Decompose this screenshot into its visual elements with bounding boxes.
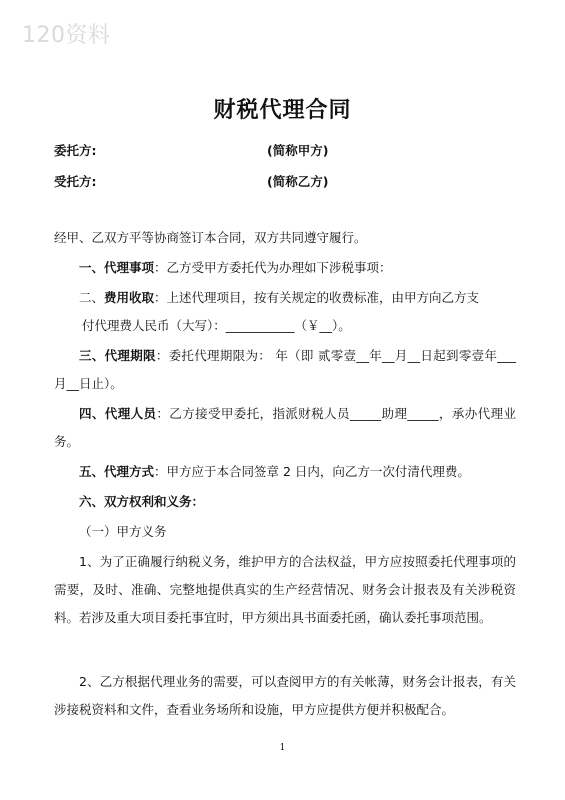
- clause-method-heading: 五、代理方式: [79, 464, 155, 479]
- clause-fee-text-line1: ：上述代理项目，按有关规定的收费标准，由甲方向乙方支: [154, 290, 480, 305]
- clause-term: [54, 342, 516, 398]
- clause-method-text: ：甲方应于本合同签章 2 日内，向乙方一次付清代理费。: [154, 464, 470, 479]
- watermark: 120资料: [22, 23, 111, 48]
- clause-personnel-text: ：乙方接受甲委托，指派财税人员_____助理_____，承办代理业务。: [54, 406, 516, 449]
- document-title: 财税代理合同: [213, 98, 352, 123]
- agent-alias: (简称乙方): [267, 174, 329, 189]
- clause-agency-matters-heading: 一、代理事项: [79, 260, 155, 275]
- party-a-obligation-1: 1、为了正确履行纳税义务，维护甲方的合法权益，甲方应按照委托代理事项的需要，及时、准确、完整地提供真实的生产经营情况、财务会计报表及有关涉税资料。若涉及重大项目委托事宜时，甲方须出具书面委托函，确认委托事项范围。: [54, 554, 516, 625]
- clause-fee: [54, 284, 516, 340]
- client-alias: (简称甲方): [267, 143, 329, 158]
- clause-term-heading: 三、代理期限: [79, 348, 156, 363]
- party-a-obligation-2: 2、乙方根据代理业务的需要，可以查阅甲方的有关帐薄，财务会计报表，有关涉接税资料和文件，查看业务场所和设施，甲方应提供方便并积极配合。: [54, 674, 516, 717]
- clause-method: [54, 458, 516, 486]
- clause-fee-heading: 费用收取: [104, 290, 155, 305]
- agent-label: 受托方:: [54, 174, 97, 189]
- clause-fee-text-line2: 付代理费人民币（大写）：___________（￥__）。: [82, 318, 351, 333]
- clause-rights-heading: 六、双方权利和义务：: [79, 494, 205, 509]
- client-label: 委托方:: [54, 143, 97, 158]
- clause-agency-matters-text: ：乙方受甲方委托代为办理如下涉税事项：: [154, 260, 392, 275]
- clause-personnel-heading: 四、代理人员: [79, 406, 157, 421]
- clause-personnel: [54, 400, 516, 456]
- party-a-obligations-heading: （一）甲方义务: [79, 524, 167, 539]
- clause-agency-matters: [54, 254, 516, 282]
- page-number: 1: [279, 743, 286, 753]
- clause-term-text: ：委托代理期限为： 年（即 贰零壹__年__月__日起到零壹年___月__日止）。: [54, 348, 516, 391]
- clause-fee-prefix: 二、: [79, 290, 105, 305]
- intro-paragraph: 经甲、乙双方平等协商签订本合同，双方共同遵守履行。: [54, 230, 367, 245]
